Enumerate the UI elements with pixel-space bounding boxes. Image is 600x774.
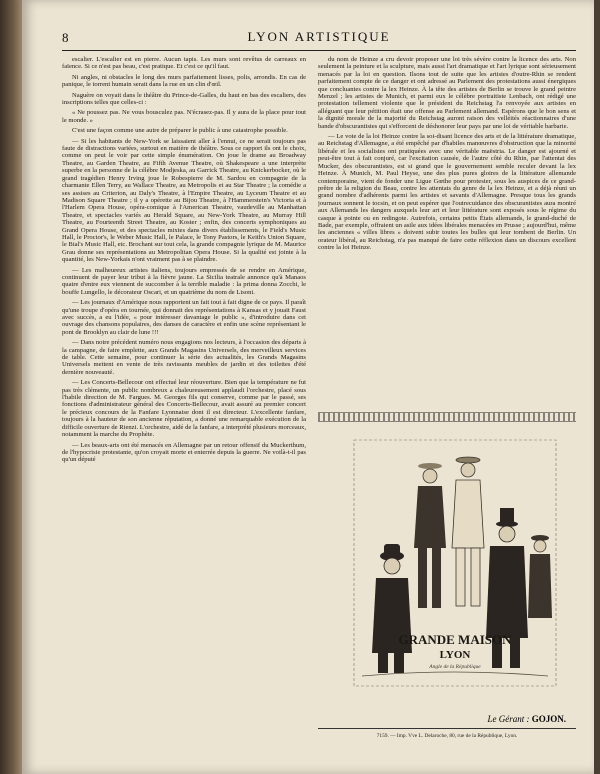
article-paragraph: — Les journaux d'Amérique nous rapportent un fait tout à fait digne de ce pays. Il paraît qu'une troupe d'opéra en tournée, qui donnait des représentations à Kansas et y jouait Faust avec succès, a eu l'idée, « pour intéresser davantage le public », d'introduire dans cet ouvrage des chansons populaires, des danses de caractère et enfin une scène représentant le pont de Brooklyn au clair de lune !!! — [62, 299, 306, 336]
journal-title: LYON ARTISTIQUE — [247, 29, 391, 44]
figure-center-left — [414, 463, 446, 608]
ad-brand-line1: GRANDE MAISON — [398, 632, 512, 647]
article-paragraph: — Les malheureux artistes italiens, toujours empressés de se rendre en Amérique, continuent de payer leur tribut à la fièvre jaune. La Sicilia teatrale annonce qu'à Manaos quatre d'entre eux viennent de succomber à la terrible maladie : la prima donna Zocchi, le bouffe Lungello, le décorateur Oscari, et un quatrième du nom de Lisoni. — [62, 266, 306, 296]
gerant-line — [318, 714, 566, 724]
newspaper-page — [22, 0, 594, 774]
gerant-label: Le Gérant : — [487, 714, 530, 724]
advertisement-illustration — [352, 438, 558, 688]
gerant-name: GOJON. — [531, 714, 566, 724]
printer-imprint: 7159. — Imp. Vve L. Delaroche, 80, rue de la République, Lyon. — [318, 728, 576, 739]
article-paragraph: escalier. L'escalier est en pierre. Aucun tapis. Les murs sont revêtus de carreaux en faïence. Si ce n'est pas beau, c'est pratique. Et c'est ce qu'il faut. — [62, 56, 306, 71]
article-paragraph: « Ne poussez pas. Ne vous bousculez pas. N'écrasez-pas. Il y aura de la place pour tout le monde. » — [62, 109, 306, 124]
ornamental-divider — [318, 412, 576, 422]
ad-brand-line2: LYON — [439, 649, 471, 661]
ad-subtitle: Angle de la République — [429, 664, 481, 670]
article-paragraph: du nom de Heinze a cru devoir proposer une loi très sévère contre la licence des arts. Non seulement la peinture et la sculpture, mais aussi l'art dramatique et l'art lyrique sont sérieusement menacés par la loi en question. Ilsons tout de suite que les artistes d'outre-Rhin se rendent parfaitement compte de ce danger et ont adressé au Parlement des protestations aussi énergiques que concluantes contre la lex Heinze. À la tête des artistes de Berlin se trouve le grand peintre Menzel ; les artistes de Munich, et parmi eux le célèbre portraitiste Lenbach, ont rédigé une protestation tellement violente que le président du Reichstag l'a renvoyée aux artistes en alléguant que leur pétition était une offense au Parlement allemand. Espérons que le bon sens et la dignité morale de la majorité du Reichstag auront raison des velléités réactionnaires d'une bande d'obscurantistes qui s'efforcent de déshonorer leur pays par une loi de véritable barbarie. — [318, 56, 576, 130]
page-header — [62, 28, 576, 51]
article-paragraph: — Dans notre précédent numéro nous engagions nos lecteurs, à l'occasion des départs à la campagne, de faire emplette, aux Grands Magasins Universels, des merveilleux services de table. Cette semaine, pour continuer la série des actualités, les Grands Magasins Universels mettent en vente de très ravissants meubles de jardin et des toilettes d'été dernière nouveauté. — [62, 339, 306, 376]
right-column — [318, 56, 576, 401]
figure-left — [372, 544, 412, 673]
article-paragraph: Naguère on voyait dans le théâtre du Prince-de-Galles, du haut en bas des escaliers, des inscriptions telles que celles-ci : — [62, 91, 306, 107]
figure-far-right — [528, 535, 552, 618]
page-number: 8 — [62, 30, 69, 45]
article-paragraph: Ni angles, ni obstacles le long des murs parfaitement lisses, polis, arrondis. En cas de panique, le torrent humain serait dans la rue en un clin d'œil. — [62, 73, 306, 89]
left-column — [62, 56, 306, 756]
article-paragraph: — Les Concerts-Bellecour ont effectué leur réouverture. Bien que la température ne fut pas très clémente, un public nombreux a chaleureusement applaudi l'orchestre, placé sous l'habile direction de M. Fargues. M. Georges fils qui conserve, comme par le passé, ses fonctions d'administrateur général des Concerts-Bellecour, avait assuré au premier concert le précieux concours de la Fanfare Lyonnaise dont il est directeur. L'excellente fanfare, toujours à la hauteur de son ancienne réputation, a donné une remarquable exécution de la difficile ouverture de Rienzi. L'orchestre, aidé de la fanfare, a interprété plusieurs morceaux, notamment la marche du Prophète. — [62, 379, 306, 439]
book-binding — [0, 0, 22, 774]
article-paragraph: — Si les habitants de New-York se laissaient aller à l'ennui, ce ne serait toujours pas faute de distractions variées, surtout en matière de théâtre. Sous ce rapport ils ont le choix, comme on peut le voir par cette simple énumération. On joue le drame au Broadway Theatre, au Garden Theatre, au Fifth Avenue Theatre, où Shakespeare a une interprète superbe en la personne de la célèbre Modjeska, au Garrick Theatre, au Knickerbocker, où le grand tragédien Henry Irving joue le Robespierre de M. Sardou en compagnie de la charmante Ellen Terry, au Wallace Theatre, au Metropolis et au Star Theatre ; la comédie a ses assises au Criterion, au Daly's Theatre, à l'Empire Theatre, au Lyceum Theatre et au Madison Square Theatre ; il y a opérette au Bijou Theatre, à l'Hammerstein's Victoria et à l'Harlem Opera House, opéra-comique à l'American Theatre, vaudeville au Manhattan Theatre, et spectacles variés au Herald Square, au New-York Theatre, au Murray Hill Theatre, au Fourteenth Street Theatre, au Koster ; enfin, des concerts symphoniques au Grand Opera House, et des spectacles mixtes dans divers établissements, le Field's Music Hall, le Proctor's, le Weber Music Hall, le Palace, le Tony Pastors, le Keith's Union Square, le Bial's Music Hall, etc. Brochant sur tout cela, la grande compagnie lyrique de M. Maurice Grau donne ses représentations au Metropolitan Opera House. Si la qualité est jointe à la quantité, les New-Yorkais n'ont vraiment pas à se plaindre. — [62, 137, 306, 264]
article-paragraph: C'est une façon comme une autre de préparer le public à une catastrophe possible. — [72, 127, 288, 135]
figure-center — [452, 457, 484, 606]
article-paragraph: — Le vote de la loi Heinze contre la soi-disant licence des arts et de la littérature dramatique, au Reichstag d'Allemagne, a été empêché par d'habiles manœuvres d'obstruction que la minorité libérale et les socialistes ont pratiquées avec une véritable maëstria. Le danger est ajourné et peut-être tout à fait conjuré, car l'excitation causée, de l'autre côté du Rhin, par l'attentat des Mucker, des obscurantistes, est si grand que le gouvernement semble reculer devant la lex Heinze. À Munich, M. Paul Heyse, une des plus pures gloires de la littérature allemande contemporaine, vient de fonder une Ligue Gœthe pour protester, sous les auspices de ce grand-prêtre de la religion du Beau, contre les attentats du genre de la lex Heinze, et a déjà réuni un grand nombre d'adhérents parmi les artistes et savants d'Allemagne. Presque tous les grands journaux sonnent le tocsin, et on peut espérer que l'outrecuidance des obscurantistes aura montré aux Allemands les dangers auxquels leur art et leur littérature sont exposés sous le régime du casque à pointe ou en redingote. Autrefois, certains petits États allemands, le grand-duché de Bade, par exemple, offraient un asile aux idées libérales menacées en Prusse ; aujourd'hui, même les anciennes « villes libres » doivent subir toutes les bulles qui leur tombent de Berlin. Un orateur libéral, au Reichstag, n'a pas manqué de faire cette réflexion dans un discours excellent contre la loi Heinze. — [318, 133, 576, 252]
article-paragraph: — Les beaux-arts ont été menacés en Allemagne par un retour offensif du Muckerthum, de l'hypocrisie protestante, qu'on croyait morte et enterrée depuis la guerre. Ne voilà-t-il pas qu'un député — [62, 441, 306, 464]
